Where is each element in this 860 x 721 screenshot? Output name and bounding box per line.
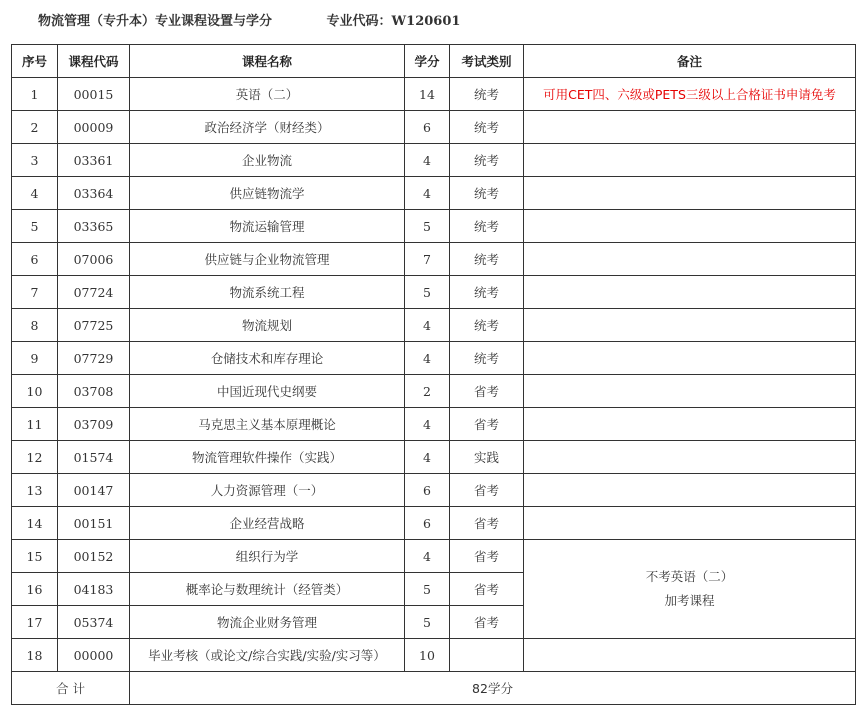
cell-credit: 7: [405, 243, 450, 276]
cell-credit: 4: [405, 177, 450, 210]
cell-no: 16: [12, 573, 58, 606]
cell-name: 中国近现代史纲要: [130, 375, 405, 408]
cell-note-exemption: 可用CET四、六级或PETS三级以上合格证书申请免考: [524, 78, 856, 111]
cell-code: 03365: [58, 210, 130, 243]
table-row: [12, 177, 856, 210]
cell-credit: 5: [405, 210, 450, 243]
cell-name: 马克思主义基本原理概论: [130, 408, 405, 441]
cell-exam: 省考: [450, 507, 524, 540]
column-header-no: 序号: [12, 45, 58, 78]
cell-credit: 5: [405, 276, 450, 309]
cell-note: [524, 375, 856, 408]
cell-credit: 4: [405, 540, 450, 573]
table-row: [12, 309, 856, 342]
cell-no: 11: [12, 408, 58, 441]
cell-code: 04183: [58, 573, 130, 606]
cell-note: [524, 111, 856, 144]
table-row: [12, 408, 856, 441]
cell-no: 8: [12, 309, 58, 342]
cell-exam: 统考: [450, 309, 524, 342]
table-row: [12, 639, 856, 672]
cell-name: 物流规划: [130, 309, 405, 342]
cell-name: 物流企业财务管理: [130, 606, 405, 639]
cell-exam: 省考: [450, 474, 524, 507]
cell-code: 00147: [58, 474, 130, 507]
table-header-row: [12, 45, 856, 78]
cell-no: 15: [12, 540, 58, 573]
cell-code: 03709: [58, 408, 130, 441]
cell-no: 3: [12, 144, 58, 177]
cell-credit: 2: [405, 375, 450, 408]
cell-credit: 5: [405, 573, 450, 606]
cell-code: 01574: [58, 441, 130, 474]
cell-code: 00009: [58, 111, 130, 144]
cell-exam: 省考: [450, 540, 524, 573]
cell-credit: 4: [405, 441, 450, 474]
cell-note-additional-courses: [524, 540, 856, 639]
cell-credit: 4: [405, 144, 450, 177]
cell-name: 政治经济学（财经类）: [130, 111, 405, 144]
cell-exam: 统考: [450, 210, 524, 243]
cell-name: 物流运输管理: [130, 210, 405, 243]
column-header-note: 备注: [524, 45, 856, 78]
cell-no: 2: [12, 111, 58, 144]
cell-credit: 6: [405, 474, 450, 507]
column-header-name: 课程名称: [130, 45, 405, 78]
cell-no: 5: [12, 210, 58, 243]
table-row: [12, 540, 856, 573]
cell-credit: 5: [405, 606, 450, 639]
cell-exam: 省考: [450, 375, 524, 408]
cell-code: 03708: [58, 375, 130, 408]
cell-code: 07724: [58, 276, 130, 309]
table-row: [12, 210, 856, 243]
cell-exam: [450, 639, 524, 672]
cell-no: 10: [12, 375, 58, 408]
cell-code: 05374: [58, 606, 130, 639]
cell-note: [524, 210, 856, 243]
cell-name: 仓储技术和库存理论: [130, 342, 405, 375]
column-header-code: 课程代码: [58, 45, 130, 78]
cell-name: 物流系统工程: [130, 276, 405, 309]
cell-exam: 省考: [450, 573, 524, 606]
table-row: [12, 441, 856, 474]
cell-code: 00015: [58, 78, 130, 111]
cell-exam: 统考: [450, 78, 524, 111]
cell-name: 英语（二）: [130, 78, 405, 111]
cell-code: 00151: [58, 507, 130, 540]
cell-no: 14: [12, 507, 58, 540]
cell-name: 人力资源管理（一）: [130, 474, 405, 507]
cell-name: 组织行为学: [130, 540, 405, 573]
table-row: [12, 474, 856, 507]
cell-exam: 实践: [450, 441, 524, 474]
major-code: 专业代码：W120601: [326, 14, 461, 29]
cell-credit: 6: [405, 111, 450, 144]
cell-name: 企业经营战略: [130, 507, 405, 540]
cell-name: 物流管理软件操作（实践）: [130, 441, 405, 474]
cell-credit: 6: [405, 507, 450, 540]
cell-no: 18: [12, 639, 58, 672]
cell-exam: 统考: [450, 243, 524, 276]
note-line-1: 不考英语（二）: [645, 569, 734, 584]
cell-credit: 4: [405, 342, 450, 375]
cell-no: 6: [12, 243, 58, 276]
column-header-credit: 学分: [405, 45, 450, 78]
note-line-2: 加考课程: [664, 593, 715, 608]
cell-exam: 统考: [450, 144, 524, 177]
table-row: [12, 375, 856, 408]
cell-note: [524, 474, 856, 507]
table-row: [12, 507, 856, 540]
table-row: [12, 144, 856, 177]
cell-note: [524, 441, 856, 474]
cell-code: 00000: [58, 639, 130, 672]
cell-name: 供应链物流学: [130, 177, 405, 210]
cell-credit: 10: [405, 639, 450, 672]
cell-no: 7: [12, 276, 58, 309]
cell-note: [524, 243, 856, 276]
table-row: [12, 78, 856, 111]
cell-no: 4: [12, 177, 58, 210]
table-row: [12, 276, 856, 309]
cell-note: [524, 309, 856, 342]
cell-code: 07006: [58, 243, 130, 276]
table-row: [12, 243, 856, 276]
cell-credit: 14: [405, 78, 450, 111]
column-header-exam: 考试类别: [450, 45, 524, 78]
cell-name: 毕业考核（或论文/综合实践/实验/实习等）: [130, 639, 405, 672]
cell-code: 00152: [58, 540, 130, 573]
cell-exam: 统考: [450, 342, 524, 375]
cell-code: 07725: [58, 309, 130, 342]
cell-note: [524, 408, 856, 441]
cell-exam: 统考: [450, 177, 524, 210]
total-label: 合 计: [12, 672, 130, 705]
cell-exam: 省考: [450, 408, 524, 441]
cell-no: 12: [12, 441, 58, 474]
cell-name: 企业物流: [130, 144, 405, 177]
table-row: [12, 342, 856, 375]
cell-no: 17: [12, 606, 58, 639]
cell-exam: 省考: [450, 606, 524, 639]
course-table: [11, 44, 856, 705]
page-title: 物流管理（专升本）专业课程设置与学分: [38, 14, 273, 29]
cell-exam: 统考: [450, 111, 524, 144]
table-row: [12, 111, 856, 144]
cell-note: [524, 276, 856, 309]
total-value: 82学分: [130, 672, 856, 705]
cell-note: [524, 144, 856, 177]
cell-code: 03364: [58, 177, 130, 210]
cell-name: 概率论与数理统计（经管类）: [130, 573, 405, 606]
cell-code: 03361: [58, 144, 130, 177]
cell-no: 1: [12, 78, 58, 111]
page-title-row: [38, 10, 460, 30]
total-row: [12, 672, 856, 705]
cell-name: 供应链与企业物流管理: [130, 243, 405, 276]
cell-note: [524, 177, 856, 210]
cell-credit: 4: [405, 309, 450, 342]
cell-no: 9: [12, 342, 58, 375]
cell-note: [524, 507, 856, 540]
cell-credit: 4: [405, 408, 450, 441]
cell-exam: 统考: [450, 276, 524, 309]
cell-note: [524, 342, 856, 375]
cell-note: [524, 639, 856, 672]
cell-no: 13: [12, 474, 58, 507]
cell-code: 07729: [58, 342, 130, 375]
